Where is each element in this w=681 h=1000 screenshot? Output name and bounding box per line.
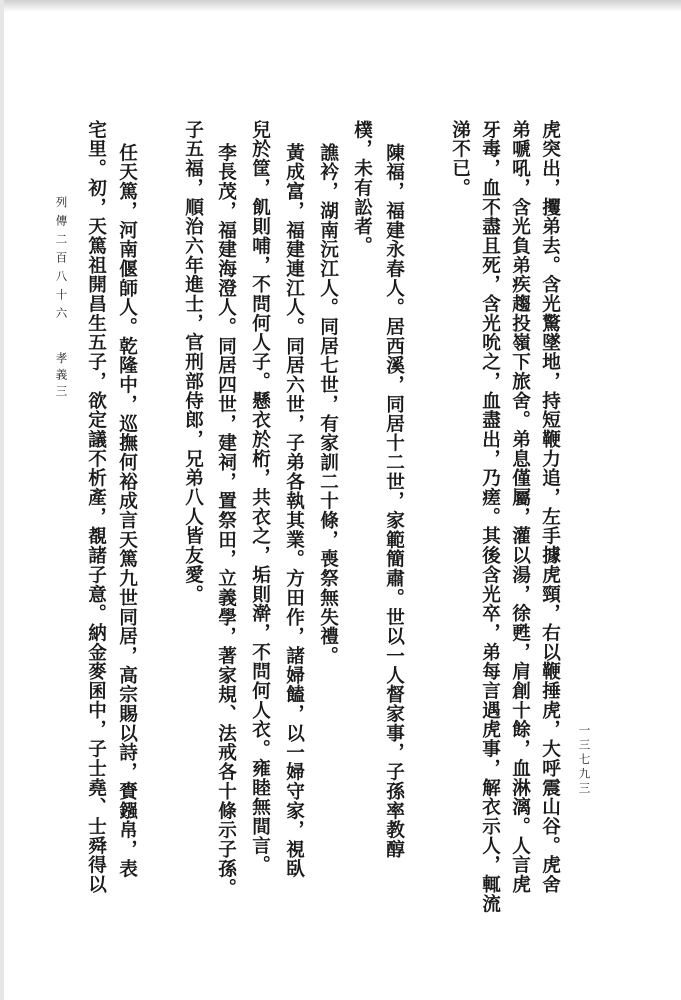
entry-chen-fu: 陳福，福建永春人。居西溪，同居十二世，家範簡肅。世以一人督家事，子孫率教醇: [383, 143, 405, 859]
text-column-13: 宅里。初，天篤祖開昌生五子，欲定議不析產，覩諸子意。納金麥囷中，子士堯、士舜得以: [85, 120, 107, 894]
text-column-11: 子五福，順治六年進士，官刑部侍郎，兄弟八人皆友愛。: [182, 120, 204, 604]
running-head: 列傳二百八十六: [54, 196, 69, 326]
text-column-1: 虎突出，攫弟去。含光驚墜地，持短鞭力追，左手據虎頸，右以鞭捶虎，大呼震山谷。虎舍: [539, 120, 561, 894]
entry-qiao-jin: 譙衿，湖南沅江人。同居七世，有家訓二十條，喪祭無失禮。: [317, 143, 339, 666]
text-column-2: 弟嗁吼，含光負弟疾趨投嶺下旅舍。弟息僅屬，灌以湯，徐甦，肩創十餘，血淋漓。人言虎: [509, 120, 531, 894]
page-number: 一三七九三: [577, 724, 592, 797]
text-column-9: 兒於筐，飢則哺，不問何人子。懸衣於桁，共衣之，垢則澣，不問何人衣。雍睦無間言。: [249, 120, 271, 875]
entry-li-changmao: 李長茂，福建海澄人。同居四世，建祠，置祭田，立義學，著家規、法戒各十條示子孫。: [215, 143, 237, 898]
text-column-6: 樸，未有訟者。: [351, 120, 373, 256]
entry-huang-chengfu: 黃成富，福建連江人。同居六世，子弟各執其業。方田作，諸婦饁，以一婦守家，視臥: [283, 143, 305, 879]
scan-top-edge: [0, 0, 681, 12]
text-column-3: 牙毒，血不盡且死，含光吮之，血盡出，乃瘥。其後含光卒，弟每言遇虎事，解衣示人，輒流: [479, 120, 501, 914]
entry-ren-tiandu: 任天篤，河南偃師人。乾隆中，巡撫何裕成言天篤九世同居，高宗賜以詩，賚鏹帛，表: [116, 143, 138, 879]
text-column-4: 涕不已。: [449, 120, 471, 198]
scan-left-edge: [0, 0, 4, 1000]
section-title: 孝義三: [54, 352, 69, 402]
